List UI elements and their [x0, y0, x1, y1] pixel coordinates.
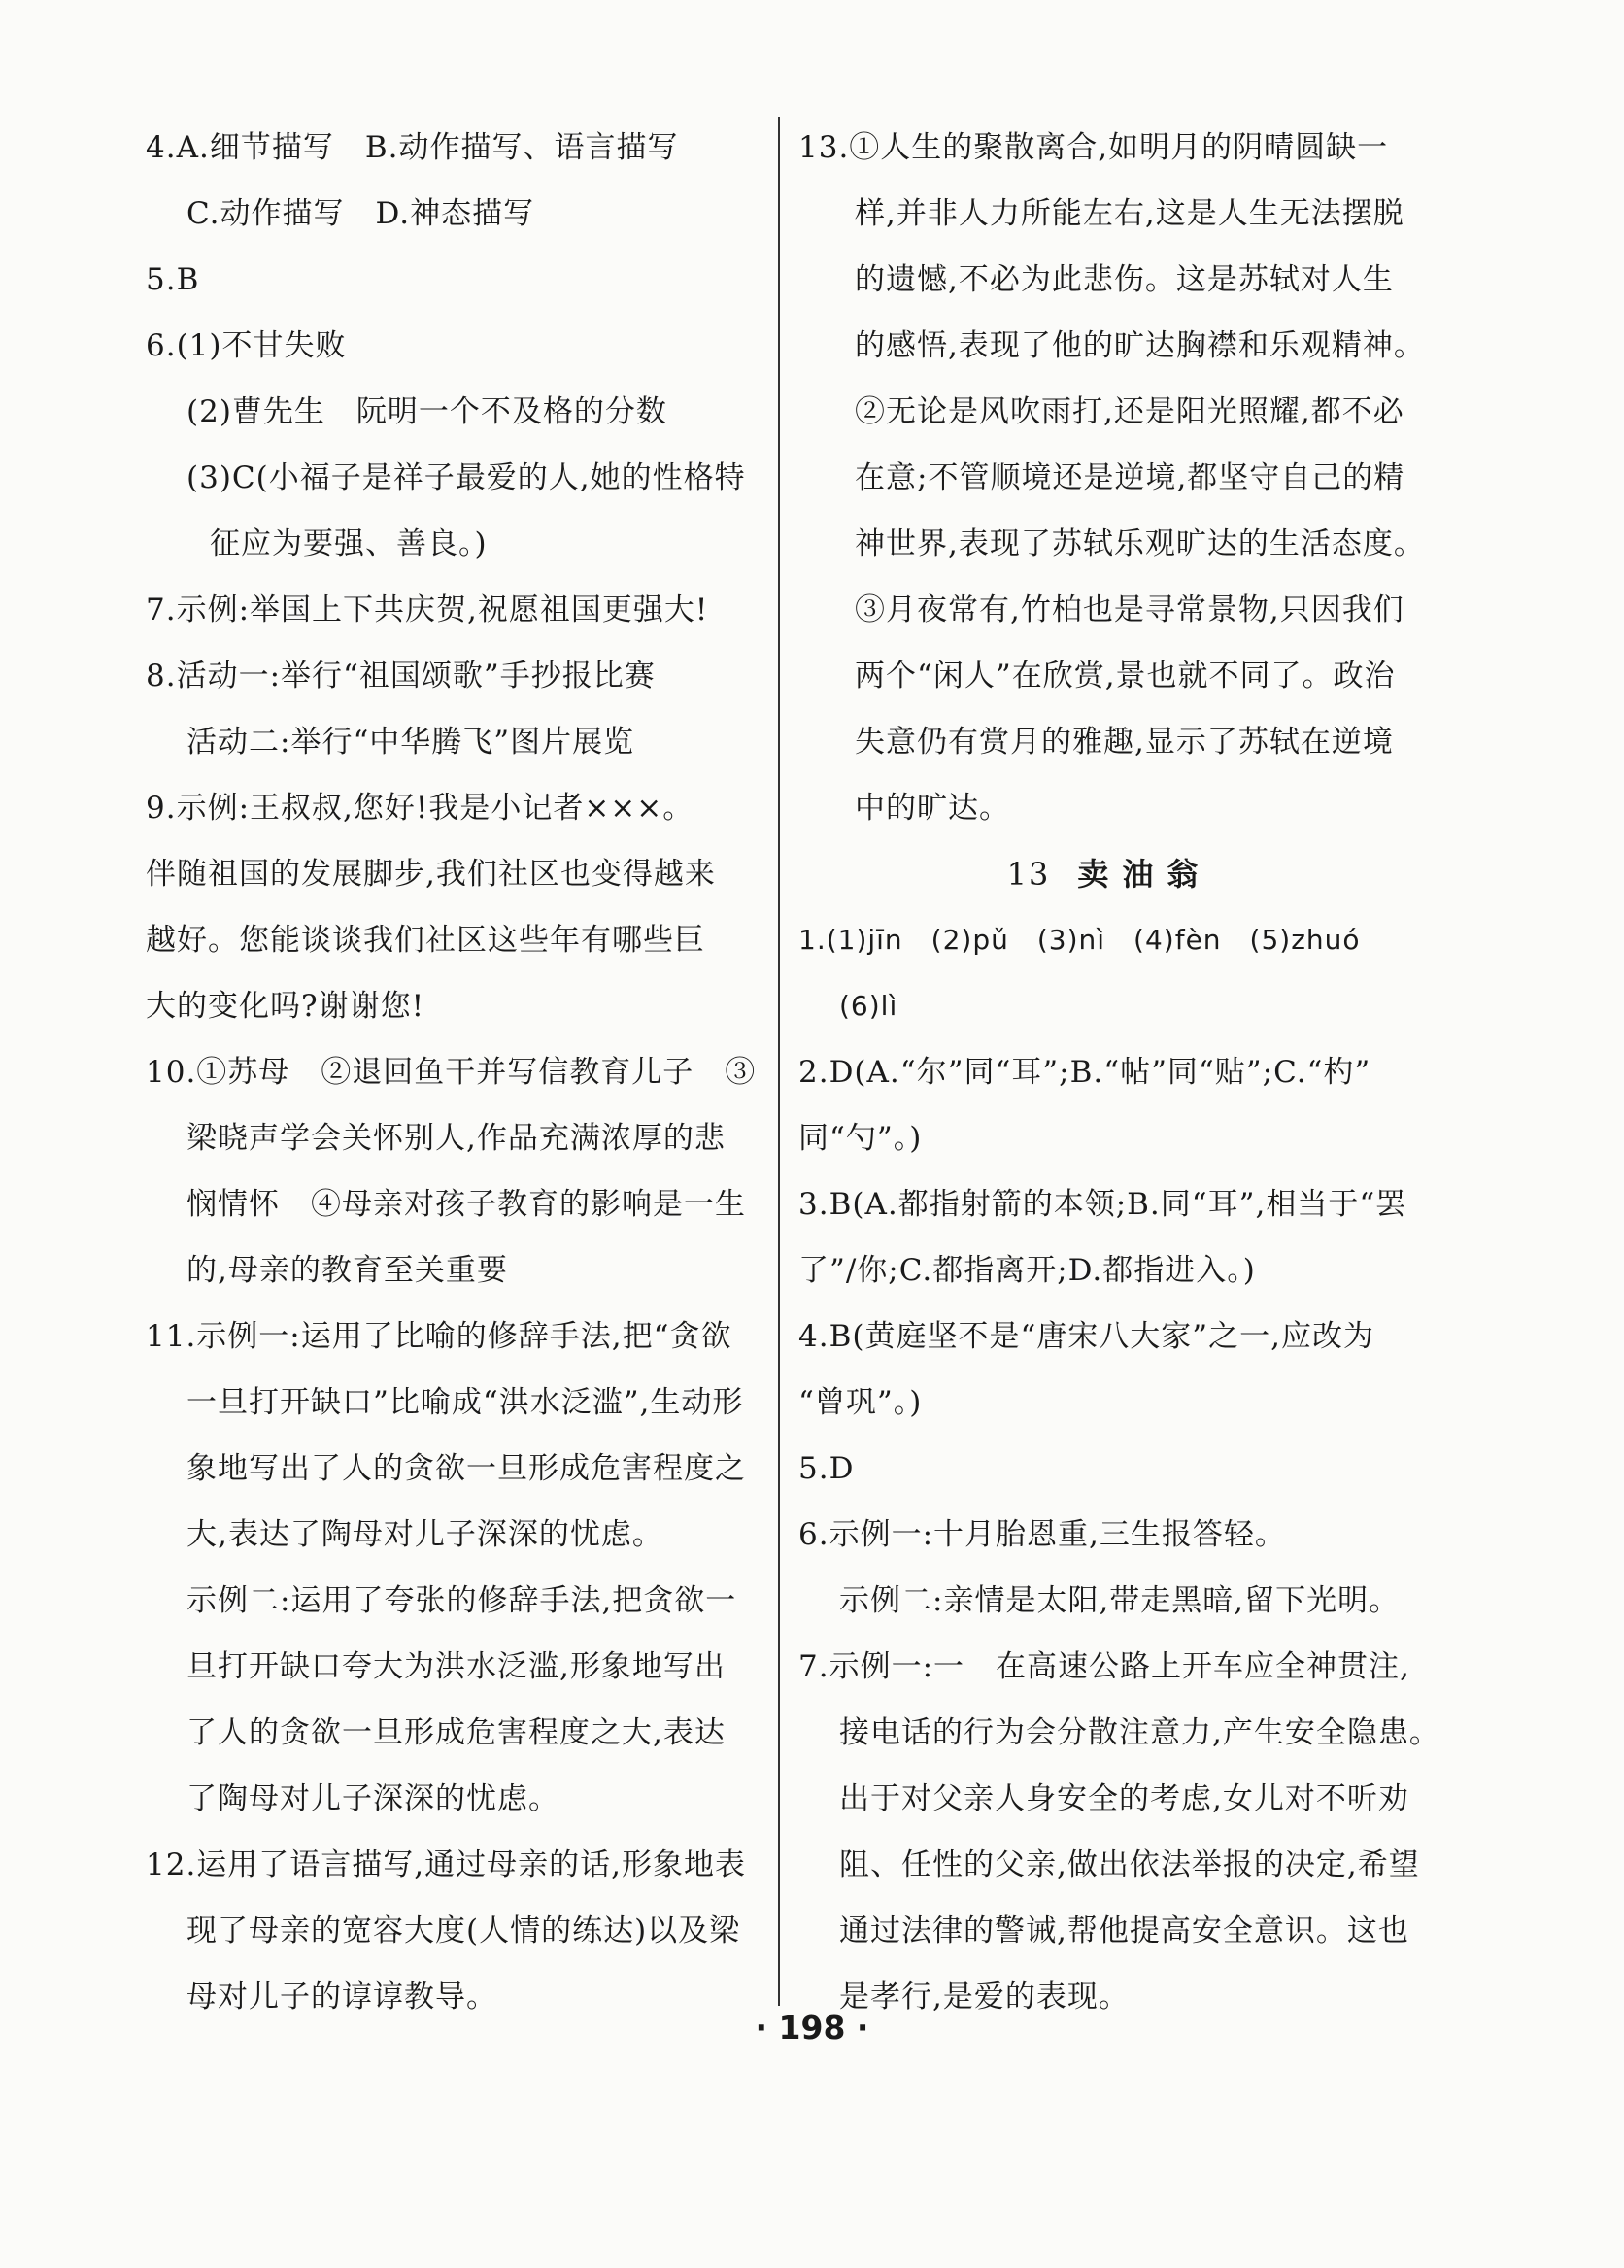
- answer-line: 3.B(A.都指射箭的本领;B.同“耳”,相当于“罢: [798, 1187, 1407, 1222]
- answer-line: 9.示例:王叔叔,您好!我是小记者×××。: [146, 791, 694, 826]
- answer-line: 梁晓声学会关怀别人,作品充满浓厚的悲: [186, 1121, 726, 1156]
- answer-line: 中的旷达。: [855, 791, 1010, 826]
- answer-line: 的遗憾,不必为此悲伤。这是苏轼对人生: [855, 262, 1394, 297]
- answer-line: 2.D(A.“尔”同“耳”;B.“帖”同“贴”;C.“杓”: [798, 1055, 1371, 1090]
- answer-line: 是孝行,是爱的表现。: [839, 1980, 1130, 2014]
- answer-line: 5.D: [798, 1451, 855, 1486]
- answer-line: C.动作描写 D.神态描写: [186, 196, 535, 231]
- answer-line: 象地写出了人的贪欲一旦形成危害程度之: [186, 1451, 746, 1486]
- answer-line: 12.运用了语言描写,通过母亲的话,形象地表: [146, 1847, 747, 1882]
- answer-line: 7.示例:举国上下共庆贺,祝愿祖国更强大!: [146, 592, 709, 627]
- answer-line: ③月夜常有,竹柏也是寻常景物,只因我们: [855, 592, 1404, 627]
- answer-line: 了”/你;C.都指离开;D.都指进入。): [798, 1253, 1256, 1288]
- answer-line: 10.①苏母 ②退回鱼干并写信教育儿子 ③: [146, 1055, 757, 1090]
- pinyin-answer-line: (6)lì: [839, 990, 898, 1022]
- answer-line: 接电话的行为会分散注意力,产生安全隐患。: [839, 1715, 1440, 1750]
- answer-line: 示例二:运用了夸张的修辞手法,把贪欲一: [186, 1583, 737, 1618]
- answer-line: 越好。您能谈谈我们社区这些年有哪些巨: [146, 923, 705, 958]
- answer-line: 的感悟,表现了他的旷达胸襟和乐观精神。: [855, 328, 1425, 363]
- answer-line: 的,母亲的教育至关重要: [186, 1253, 508, 1288]
- answer-line: 大,表达了陶母对儿子深深的忧虑。: [186, 1517, 663, 1552]
- answer-line: 母对儿子的谆谆教导。: [186, 1980, 497, 2014]
- answer-line: (3)C(小福子是祥子最爱的人,她的性格特: [186, 460, 746, 495]
- answer-line: 大的变化吗?谢谢您!: [146, 989, 425, 1024]
- answer-line: 示例二:亲情是太阳,带走黑暗,留下光明。: [839, 1583, 1401, 1618]
- answer-line: 7.示例一:一 在高速公路上开车应全神贯注,: [798, 1649, 1410, 1684]
- page-number: · 198 ·: [755, 2009, 869, 2047]
- answer-line: 6.(1)不甘失败: [146, 328, 347, 363]
- answer-line: 失意仍有赏月的雅趣,显示了苏轼在逆境: [855, 725, 1394, 760]
- column-divider: [778, 117, 780, 2006]
- answer-line: 阻、任性的父亲,做出依法举报的决定,希望: [839, 1847, 1420, 1882]
- answer-line: 8.活动一:举行“祖国颂歌”手抄报比赛: [146, 659, 656, 694]
- answer-line: 伴随祖国的发展脚步,我们社区也变得越来: [146, 857, 716, 892]
- answer-line: 13.①人生的聚散离合,如明月的阴晴圆缺一: [798, 130, 1389, 165]
- section-title: 卖油翁: [1077, 856, 1212, 893]
- answer-line: 样,并非人力所能左右,这是人生无法摆脱: [855, 196, 1404, 231]
- right-column: [798, 115, 1440, 2030]
- answer-line: 4.B(黄庭坚不是“唐宋八大家”之一,应改为: [798, 1319, 1375, 1354]
- answer-line: 两个“闲人”在欣赏,景也就不同了。政治: [855, 659, 1396, 694]
- section-number: 13: [1006, 856, 1051, 893]
- answer-line: 神世界,表现了苏轼乐观旷达的生活态度。: [855, 526, 1425, 561]
- left-column: [146, 115, 762, 2030]
- answer-line: 6.示例一:十月胎恩重,三生报答轻。: [798, 1517, 1286, 1552]
- answer-line: 了陶母对儿子深深的忧虑。: [186, 1781, 559, 1816]
- answer-line: 同“勺”。): [798, 1121, 923, 1156]
- section-heading: [798, 841, 1420, 907]
- answer-line: 通过法律的警诫,帮他提高安全意识。这也: [839, 1913, 1409, 1948]
- answer-line: 悯情怀 ④母亲对孩子教育的影响是一生: [186, 1187, 746, 1222]
- answer-line: 旦打开缺口夸大为洪水泛滥,形象地写出: [186, 1649, 726, 1684]
- answer-line: “曾巩”。): [798, 1385, 923, 1420]
- answer-line: 活动二:举行“中华腾飞”图片展览: [186, 725, 635, 760]
- answer-line: 一旦打开缺口”比喻成“洪水泛滥”,生动形: [186, 1385, 744, 1420]
- answer-line: 5.B: [146, 262, 200, 297]
- answer-line: ②无论是风吹雨打,还是阳光照耀,都不必: [855, 394, 1404, 429]
- answer-line: 出于对父亲人身安全的考虑,女儿对不听劝: [839, 1781, 1409, 1816]
- answer-line: 11.示例一:运用了比喻的修辞手法,把“贪欲: [146, 1319, 732, 1354]
- answer-line: 了人的贪欲一旦形成危害程度之大,表达: [186, 1715, 726, 1750]
- answer-line: 在意;不管顺境还是逆境,都坚守自己的精: [855, 460, 1405, 495]
- answer-line: 4.A.细节描写 B.动作描写、语言描写: [146, 130, 679, 165]
- answer-line: (2)曹先生 阮明一个不及格的分数: [186, 394, 667, 429]
- answer-line: 现了母亲的宽容大度(人情的练达)以及梁: [186, 1913, 741, 1948]
- pinyin-answer-line: 1.(1)jīn (2)pǔ (3)nì (4)fèn (5)zhuó: [798, 924, 1361, 956]
- answer-line: 征应为要强、善良。): [210, 526, 488, 561]
